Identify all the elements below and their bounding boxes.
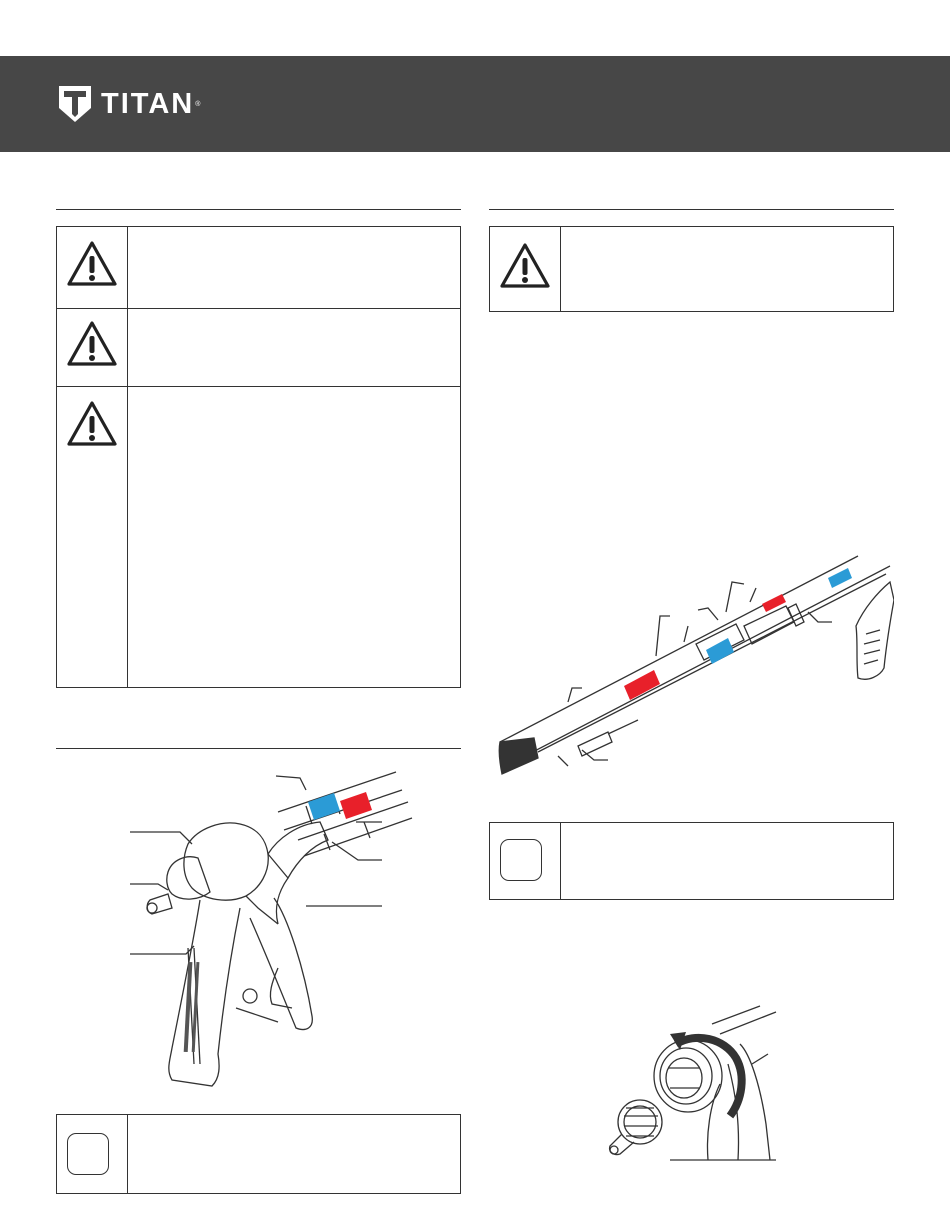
left-note-box	[56, 1114, 461, 1194]
warning-triangle-icon	[65, 239, 119, 289]
left-section-rule	[56, 209, 461, 210]
note-column-divider	[127, 1115, 128, 1193]
left-warning-table	[56, 226, 461, 688]
table-row-divider	[57, 386, 460, 387]
note-icon	[500, 839, 542, 881]
warning-triangle-icon	[498, 241, 552, 291]
blue-stripe	[828, 568, 852, 588]
blue-stripe	[308, 793, 340, 820]
right-note-box	[489, 822, 894, 900]
spray-gun-illustration	[128, 768, 418, 1098]
left-section-rule-2	[56, 748, 461, 749]
red-stripe	[762, 594, 786, 612]
titan-logo	[57, 84, 200, 124]
brand-name: TITAN	[101, 88, 195, 120]
note-column-divider	[560, 823, 561, 899]
registered-mark: ®	[195, 100, 201, 108]
nozzle-removal-illustration	[600, 1004, 790, 1164]
right-section-rule	[489, 209, 894, 210]
table-column-divider	[560, 227, 561, 311]
titan-shield-icon	[57, 84, 93, 124]
table-row-divider	[57, 308, 460, 309]
note-icon	[67, 1133, 109, 1175]
right-warning-table	[489, 226, 894, 312]
pole-extension-illustration	[498, 552, 894, 778]
table-column-divider	[127, 227, 128, 687]
warning-triangle-icon	[65, 319, 119, 369]
red-stripe	[340, 792, 372, 819]
warning-triangle-icon	[65, 399, 119, 449]
stripe-marks	[308, 792, 372, 820]
